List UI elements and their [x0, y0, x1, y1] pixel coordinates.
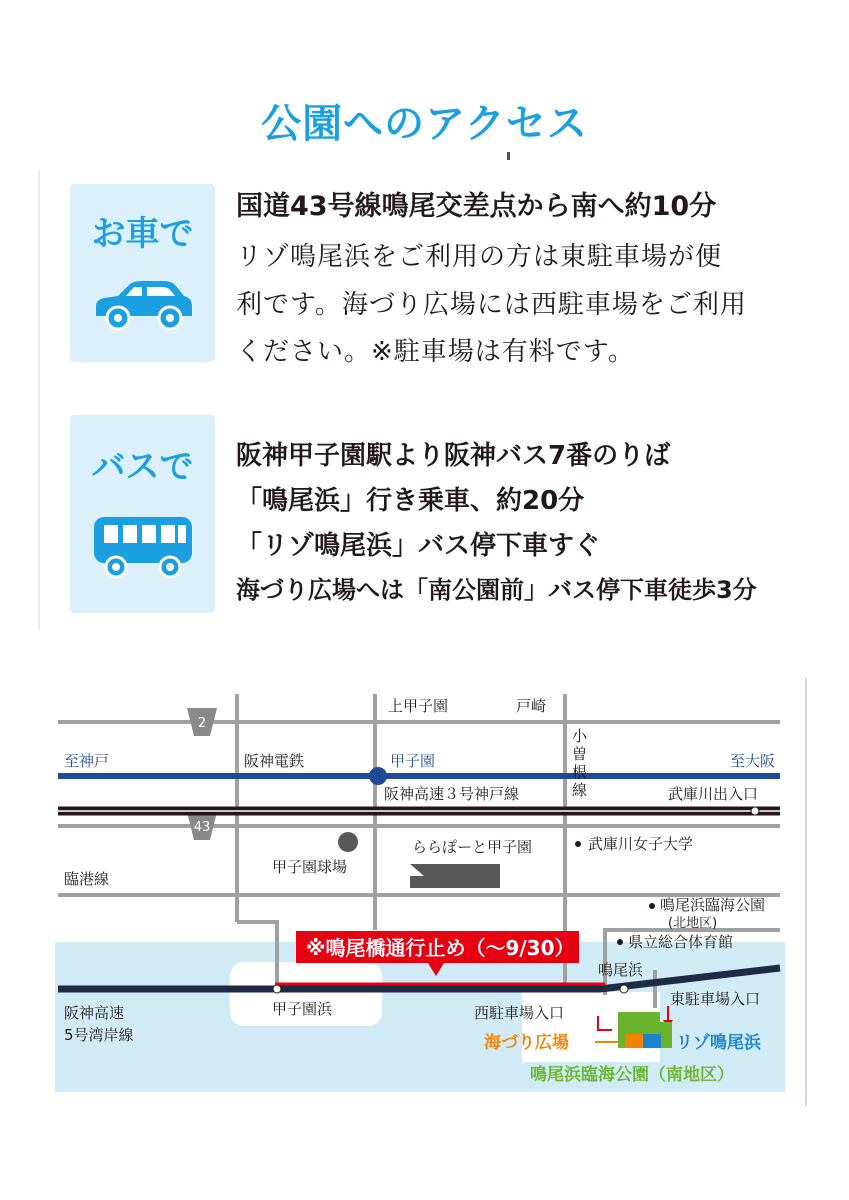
side-rule	[38, 170, 40, 630]
stadium-marker	[338, 832, 358, 852]
koshien-station-dot	[369, 767, 387, 785]
kozone-char: 線	[572, 781, 588, 799]
kozone-char: 根	[572, 763, 588, 781]
car-body-line: リゾ鳴尾浜をご利用の方は東駐車場が便	[236, 242, 723, 272]
bus-icon	[90, 513, 196, 583]
bus-badge-label: バスで	[91, 447, 194, 487]
kozone-char: 小	[572, 727, 588, 745]
label-lalaport: ららぽーと甲子園	[412, 838, 533, 856]
label-koshien-station: 甲子園	[390, 752, 436, 770]
park-green-small	[660, 1022, 672, 1048]
car-icon	[90, 276, 196, 332]
label-mukogawa-exit: 武庫川出入口	[668, 785, 759, 803]
naruohama-dot	[620, 985, 628, 993]
page-title: 公園へのアクセス	[261, 101, 588, 147]
label-north-area: (北地区)	[668, 916, 718, 931]
label-park-north: 鳴尾浜臨海公園	[660, 896, 766, 914]
bus-line: 「リゾ鳴尾浜」バス停下車すぐ	[236, 531, 601, 561]
label-kozone-text	[572, 727, 588, 799]
kozone-char: 曽	[572, 745, 588, 763]
bus-badge	[70, 415, 215, 613]
label-mukogawa-univ: 武庫川女子大学	[588, 835, 694, 853]
label-east-parking: 東駐車場入口	[670, 990, 761, 1008]
label-gym: 県立総合体育館	[628, 933, 734, 951]
bus-line: 「鳴尾浜」行き乗車、約20分	[236, 486, 585, 516]
car-badge-label: お車で	[91, 214, 194, 254]
lalaport-marker	[410, 864, 500, 888]
route2-number: 2	[197, 716, 207, 731]
label-park-south: 鳴尾浜臨海公園（南地区）	[530, 1065, 734, 1085]
park-north-dot	[649, 903, 655, 909]
label-umizuri: 海づり広場	[484, 1033, 569, 1053]
label-kozone-line	[572, 727, 588, 799]
mukogawa-exit-dot	[751, 807, 759, 815]
rizo-block	[643, 1034, 661, 1048]
umizuri-block	[625, 1034, 643, 1048]
car-body-line: 利です。海づり広場には西駐車場をご利用	[236, 290, 747, 320]
car-body-line: ください。※駐車場は有料です。	[236, 337, 635, 367]
label-rizo: リゾ鳴尾浜	[676, 1033, 761, 1053]
car-badge	[70, 184, 215, 362]
label-stadium: 甲子園球場	[272, 858, 348, 876]
koshienhama-dot	[273, 985, 281, 993]
divider-tick	[507, 152, 510, 160]
label-naruohama: 鳴尾浜	[598, 961, 644, 979]
label-west-parking: 西駐車場入口	[474, 1004, 565, 1022]
label-koshienhama: 甲子園浜	[272, 1000, 333, 1018]
bus-line: 阪神甲子園駅より阪神バス7番のりば	[236, 441, 671, 471]
label-tozaki: 戸崎	[516, 697, 547, 715]
route43-number: 43	[193, 820, 211, 835]
label-hanshin-railway: 阪神電鉄	[244, 752, 305, 770]
label-rinko-line: 臨港線	[64, 870, 110, 888]
label-kamikoshien: 上甲子園	[388, 697, 449, 715]
label-expressway5-b: 5号湾岸線	[64, 1026, 134, 1044]
label-expressway3: 阪神高速３号神戸線	[384, 785, 520, 803]
university-dot	[575, 841, 581, 847]
label-expressway5-a: 阪神高速	[64, 1004, 125, 1022]
label-to-osaka: 至大阪	[730, 752, 776, 770]
access-map	[0, 660, 849, 1120]
right-rule	[805, 678, 807, 1106]
bus-line: 海づり広場へは「南公園前」バス停下車徒歩3分	[236, 576, 757, 604]
closure-notice-text: ※鳴尾橋通行止め（〜9/30）	[306, 936, 575, 960]
gym-dot	[617, 939, 623, 945]
label-to-kobe: 至神戸	[64, 752, 110, 770]
car-heading: 国道43号線鳴尾交差点から南へ約10分	[236, 191, 717, 222]
